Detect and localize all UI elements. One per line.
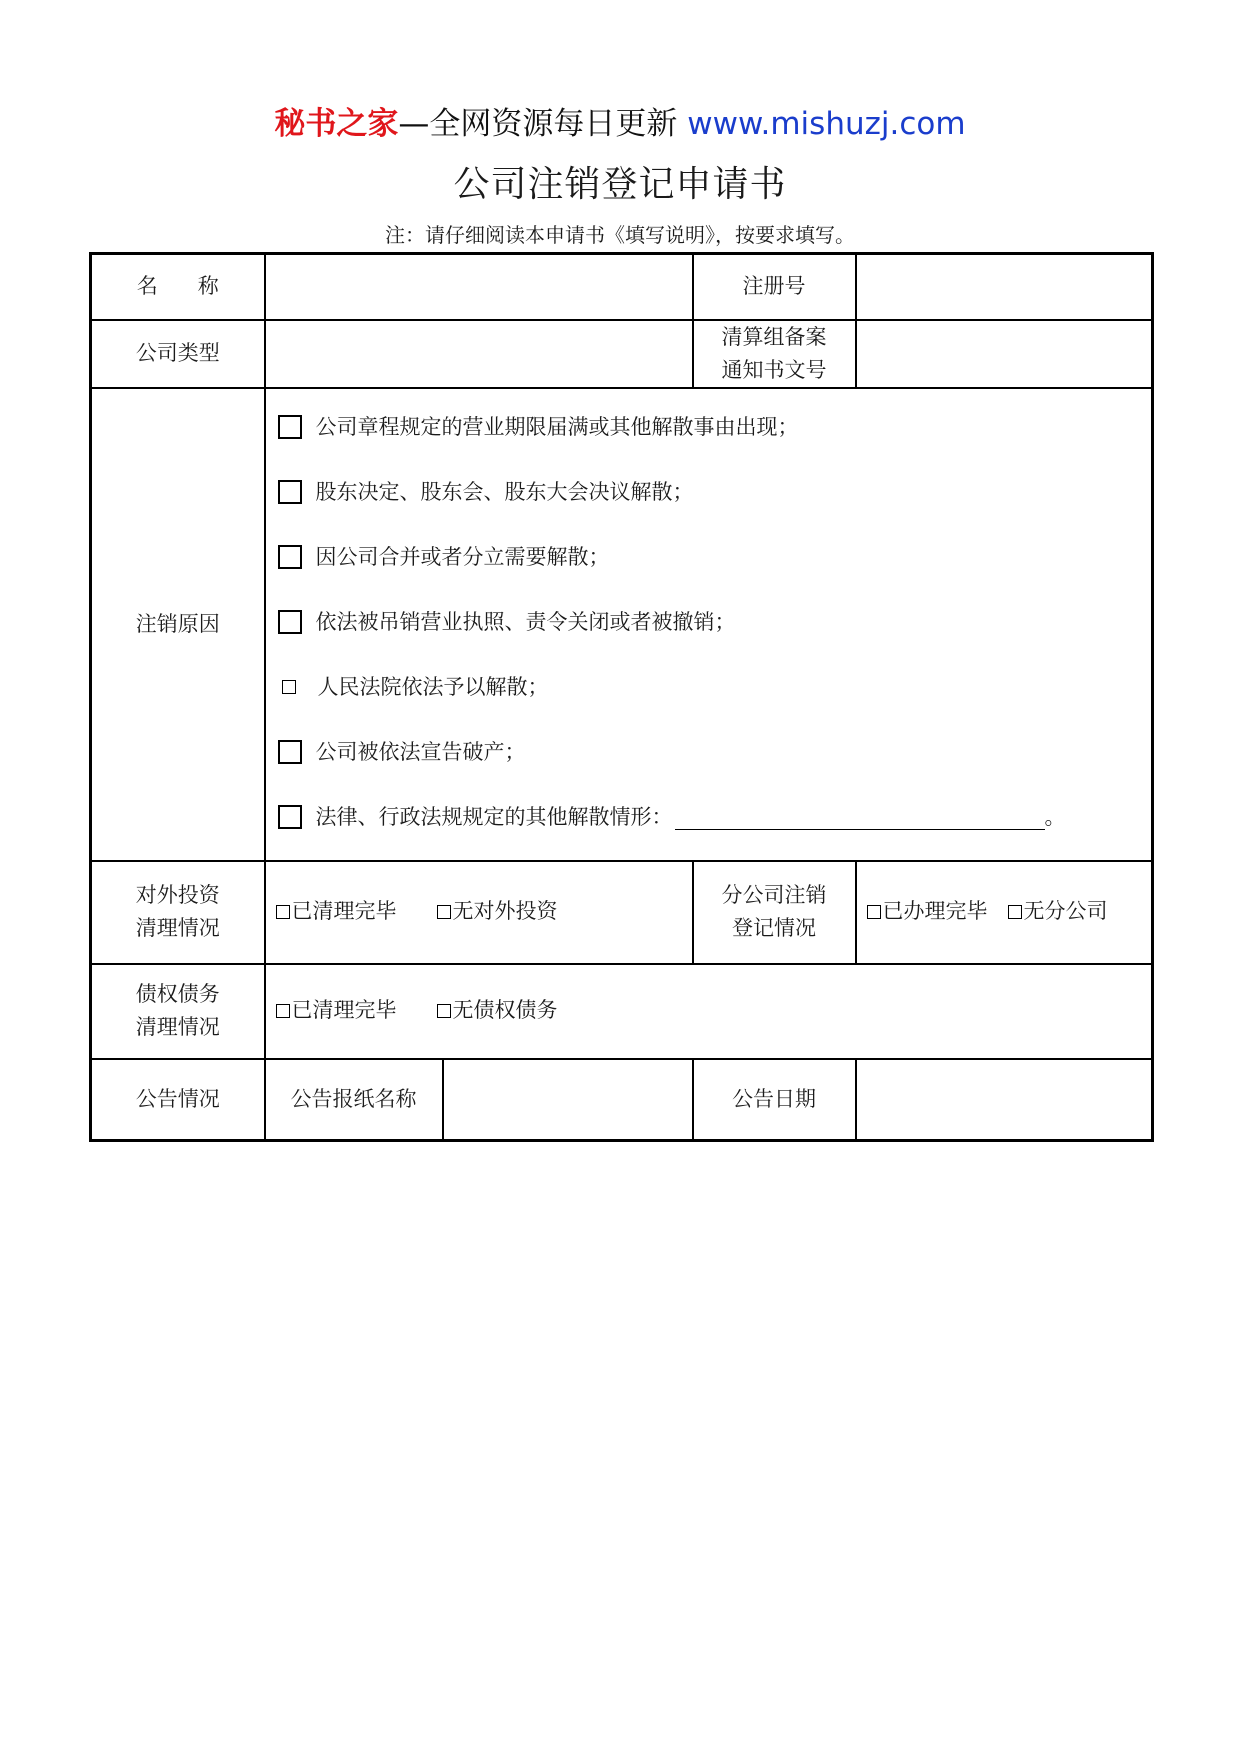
reason-checkbox[interactable] (278, 480, 302, 504)
reason-item: 股东决定、股东会、股东大会决议解散； (278, 460, 1152, 525)
company-type-label: 公司类型 (91, 320, 265, 388)
reason-checkbox[interactable] (278, 415, 302, 439)
reason-item: 公司被依法宣告破产； (278, 720, 1152, 785)
branch-label: 分公司注销 登记情况 (693, 861, 856, 964)
document-title: 公司注销登记申请书 (453, 164, 787, 205)
option-checkbox[interactable] (867, 905, 881, 919)
announcement-date-label: 公告日期 (693, 1059, 856, 1141)
debts-label: 债权债务 清理情况 (91, 964, 265, 1059)
reason-item: 依法被吊销营业执照、责令关闭或者被撤销； (278, 590, 1152, 655)
form-row-announcement (91, 1059, 1153, 1141)
site-banner (0, 102, 1240, 146)
option-checkbox[interactable] (1008, 905, 1022, 919)
branch-options (856, 861, 1153, 964)
debts-option[interactable]: 已清理完毕 (276, 994, 397, 1027)
debts-option[interactable]: 无债权债务 (437, 994, 558, 1027)
investment-label: 对外投资 清理情况 (91, 861, 265, 964)
banner-brand: 秘书之家 (274, 106, 399, 142)
reason-item: 人民法院依法予以解散； (278, 655, 1152, 720)
investment-option[interactable]: 已清理完毕 (276, 895, 397, 928)
form-row-dissolution-reason (91, 388, 1153, 861)
form-row-name (91, 254, 1153, 320)
branch-option[interactable]: 无分公司 (1008, 895, 1108, 928)
reason-checkbox[interactable] (278, 610, 302, 634)
option-checkbox[interactable] (437, 1004, 451, 1018)
reason-checkbox[interactable] (278, 740, 302, 764)
liquidation-notice-label: 清算组备案 通知书文号 (693, 320, 856, 388)
dissolution-reason-label: 注销原因 (91, 388, 265, 861)
reg-no-field[interactable] (856, 254, 1153, 320)
investment-option[interactable]: 无对外投资 (437, 895, 558, 928)
form-row-investment (91, 861, 1153, 964)
banner-slogan: —全网资源每日更新 (398, 106, 678, 142)
announcement-date-field[interactable] (856, 1059, 1153, 1141)
branch-option[interactable]: 已办理完毕 (867, 895, 988, 928)
other-reason-blank[interactable] (675, 805, 1045, 830)
reg-no-label: 注册号 (693, 254, 856, 320)
company-type-field[interactable] (265, 320, 693, 388)
option-checkbox[interactable] (437, 905, 451, 919)
option-checkbox[interactable] (276, 1004, 290, 1018)
name-field[interactable] (265, 254, 693, 320)
liquidation-notice-field[interactable] (856, 320, 1153, 388)
debts-options (265, 964, 1153, 1059)
reason-item: 法律、行政法规规定的其他解散情形： 。 (278, 785, 1152, 850)
fill-in-note: 注：请仔细阅读本申请书《填写说明》，按要求填写。 (385, 223, 855, 247)
reason-checkbox[interactable] (282, 680, 296, 694)
newspaper-field[interactable] (443, 1059, 693, 1141)
name-label: 名 称 (91, 254, 265, 320)
reason-checkbox[interactable] (278, 805, 302, 829)
reason-checkbox[interactable] (278, 545, 302, 569)
deregistration-form (89, 252, 1154, 1142)
reason-item: 因公司合并或者分立需要解散； (278, 525, 1152, 590)
dissolution-reason-list (265, 388, 1153, 861)
newspaper-label: 公告报纸名称 (265, 1059, 443, 1141)
investment-options (265, 861, 693, 964)
banner-url-link[interactable]: www.mishuzj.com (687, 106, 966, 142)
form-row-debts (91, 964, 1153, 1059)
form-row-company-type (91, 320, 1153, 388)
announcement-label: 公告情况 (91, 1059, 265, 1141)
reason-item: 公司章程规定的营业期限届满或其他解散事由出现； (278, 395, 1152, 460)
option-checkbox[interactable] (276, 905, 290, 919)
